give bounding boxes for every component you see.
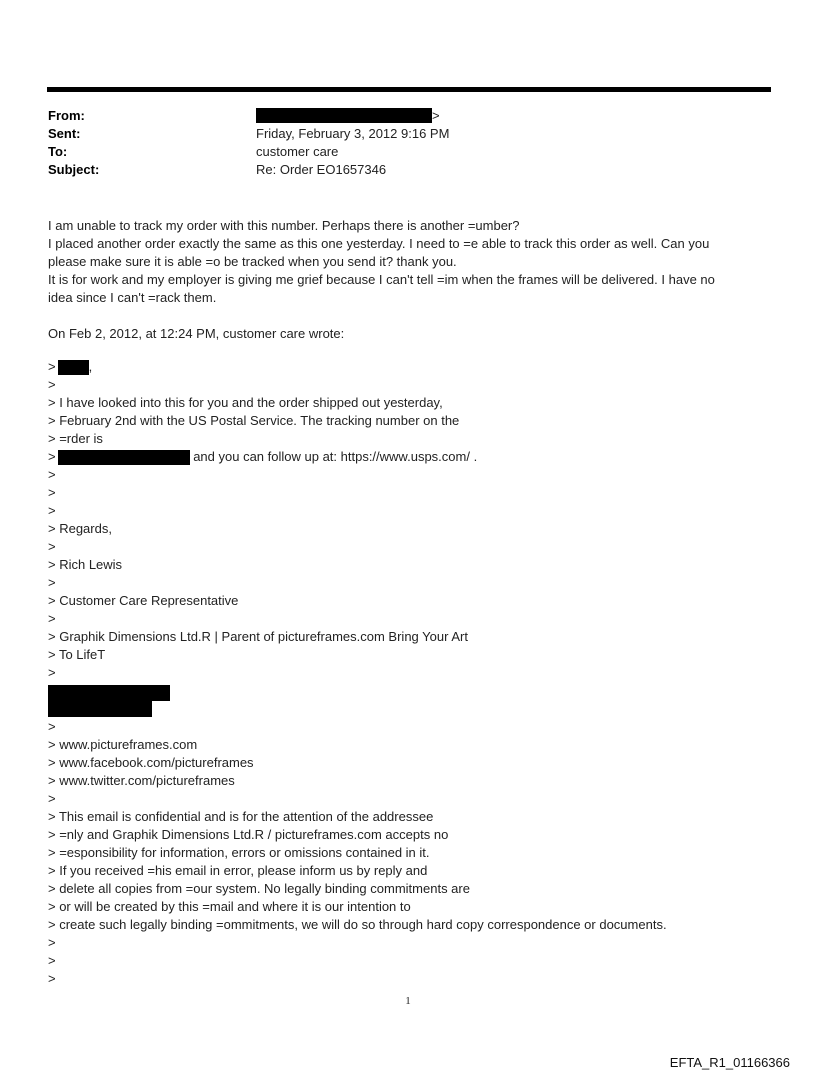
redaction-box (58, 360, 89, 375)
body-line: I placed another order exactly the same as this one yesterday. I need to =e able to track this order as well. Can you (48, 236, 710, 251)
subject-row (48, 161, 768, 179)
redaction-box (48, 701, 152, 717)
email-header (48, 107, 768, 179)
from-label: From: (48, 108, 85, 123)
quote-line: > (48, 971, 56, 986)
subject-label: Subject: (48, 162, 100, 177)
disclaimer-line: > This email is confidential and is for the attention of the addressee (48, 809, 434, 824)
disclaimer-line: > or will be created by this =mail and where it is our intention to (48, 899, 411, 914)
quote-marker: > (48, 449, 56, 464)
quote-line: > (48, 953, 56, 968)
header-divider (47, 87, 771, 92)
from-value (256, 107, 440, 125)
company-line: > To LifeT (48, 647, 106, 662)
redaction-box (256, 108, 432, 123)
quote-line: > (48, 611, 56, 626)
quote-line: > February 2nd with the US Postal Service. The tracking number on the (48, 413, 460, 428)
greeting-comma: , (88, 359, 93, 374)
tracking-line (48, 448, 760, 466)
regards-line: > Regards, (48, 521, 112, 536)
quote-line: > (48, 377, 56, 392)
body-line: I am unable to track my order with this number. Perhaps there is another =umber? (48, 218, 520, 233)
disclaimer-line: > =nly and Graphik Dimensions Ltd.R / pictureframes.com accepts no (48, 827, 449, 842)
body-line: It is for work and my employer is giving me grief because I can't tell =im when the frames will be delivered. I have no (48, 272, 715, 287)
quote-line: > (48, 719, 56, 734)
redaction-box (58, 450, 190, 465)
quote-line: > (48, 575, 56, 590)
sent-value: Friday, February 3, 2012 9:16 PM (256, 126, 450, 141)
body-line: please make sure it is able =o be tracked when you send it? thank you. (48, 254, 457, 269)
email-body (48, 217, 760, 343)
facebook-link: > www.facebook.com/pictureframes (48, 755, 254, 770)
company-line: > Graphik Dimensions Ltd.R | Parent of pictureframes.com Bring Your Art (48, 629, 468, 644)
disclaimer-line: > create such legally binding =ommitments, we will do so through hard copy correspondence or documents. (48, 917, 667, 932)
quote-line: > (48, 467, 56, 482)
disclaimer-line: > =esponsibility for information, errors or omissions contained in it. (48, 845, 430, 860)
document-id: EFTA_R1_01166366 (669, 1055, 790, 1070)
quoted-message (48, 358, 760, 988)
quote-line: > (48, 539, 56, 554)
to-row (48, 143, 768, 161)
signature-name: > Rich Lewis (48, 557, 123, 572)
quote-line: > (48, 665, 56, 680)
to-label: To: (48, 144, 68, 159)
body-line: idea since I can't =rack them. (48, 290, 217, 305)
signature-redaction (48, 682, 760, 718)
tracking-text: and you can follow up at: https://www.usps.com/ . (189, 449, 478, 464)
quote-line: > (48, 485, 56, 500)
sent-label: Sent: (48, 126, 81, 141)
disclaimer-line: > delete all copies from =our system. No legally binding commitments are (48, 881, 470, 896)
from-suffix: > (432, 108, 440, 123)
page-number: 1 (405, 995, 411, 1007)
quote-line: > I have looked into this for you and the order shipped out yesterday, (48, 395, 443, 410)
disclaimer-line: > If you received =his email in error, please inform us by reply and (48, 863, 428, 878)
quote-greeting (48, 358, 760, 376)
wrote-line: On Feb 2, 2012, at 12:24 PM, customer care wrote: (48, 326, 345, 341)
sent-row (48, 125, 768, 143)
twitter-link: > www.twitter.com/pictureframes (48, 773, 235, 788)
quote-marker: > (48, 359, 56, 374)
from-row (48, 107, 768, 125)
quote-line: > (48, 935, 56, 950)
spacer (48, 307, 760, 325)
to-value: customer care (256, 144, 339, 159)
signature-title: > Customer Care Representative (48, 593, 239, 608)
quote-line: > (48, 503, 56, 518)
quote-line: > =rder is (48, 431, 103, 446)
quote-line: > (48, 791, 56, 806)
redaction-box (48, 685, 170, 701)
subject-value: Re: Order EO1657346 (256, 162, 387, 177)
website-link: > www.pictureframes.com (48, 737, 198, 752)
